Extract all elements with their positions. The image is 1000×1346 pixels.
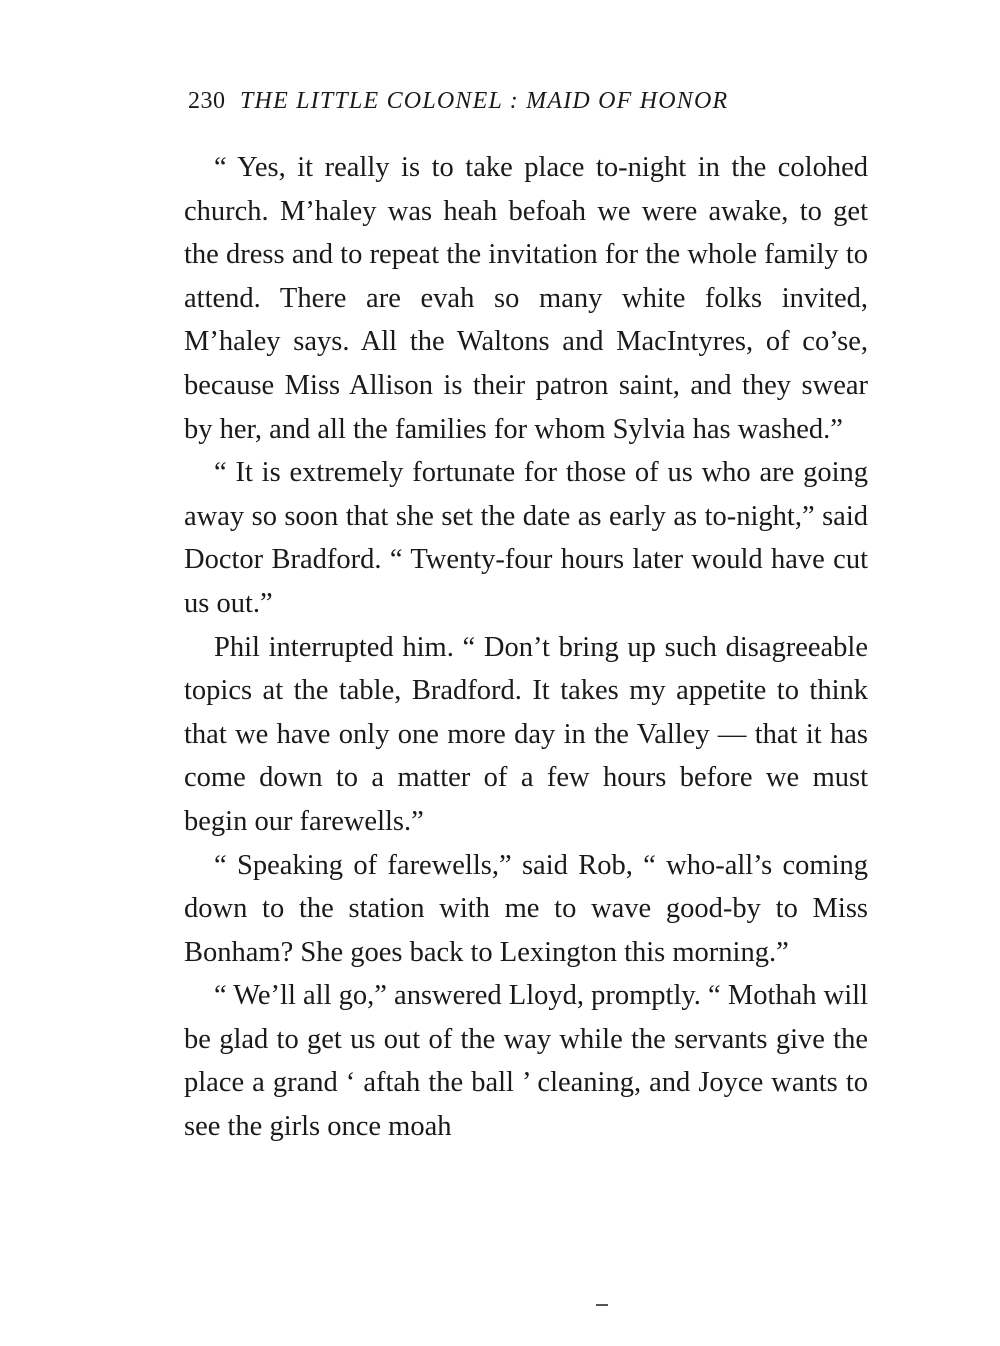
paragraph: “ Yes, it really is to take place to-night in the colohed church. M’haley was heah befoah we were awake, to get the dress and to repeat the invitation for the whole family to attend. There are evah so many white folks invited, M’haley says. All the Waltons and MacIntyres, of co’se, because Miss Allison is their patron saint, and they swear by her, and all the families for whom Sylvia has washed.” <box>184 152 868 445</box>
running-head <box>188 86 868 116</box>
page-number: 230 <box>188 88 226 114</box>
paragraph: “ Speaking of farewells,” said Rob, “ who-all’s coming down to the station with me to wave good-by to Miss Bonham? She goes back to Lexington this morning.” <box>184 849 868 968</box>
page-mark <box>596 1304 608 1306</box>
paragraph: “ We’ll all go,” answered Lloyd, promptly. “ Mothah will be glad to get us out of the way while the servants give the place a grand ‘ aftah the ball ’ cleaning, and Joyce wants to see the girls once moah <box>184 980 868 1143</box>
body-text <box>184 146 868 1149</box>
paragraph: “ It is extremely fortunate for those of us who are going away so soon that she set the date as early as to-night,” said Doctor Bradford. “ Twenty-four hours later would have cut us out.” <box>184 457 868 619</box>
paragraph: Phil interrupted him. “ Don’t bring up such disagreeable topics at the table, Bradford. It takes my appetite to think that we have only one more day in the Valley — that it has come down to a matter of a few hours before we must begin our farewells.” <box>184 631 868 837</box>
running-title: THE LITTLE COLONEL : MAID OF HONOR <box>240 88 729 114</box>
